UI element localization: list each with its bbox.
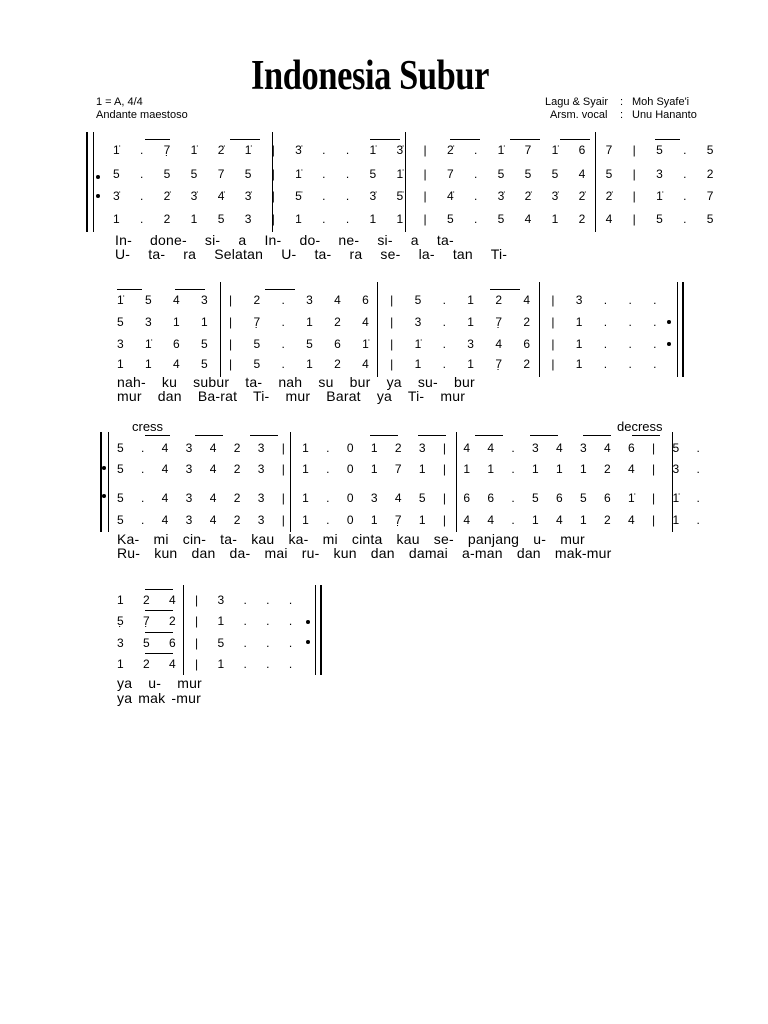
credit-colon: : <box>620 109 624 121</box>
notation-row-alto: 5̣ 7̣ 2 | 1 . . . <box>117 614 293 628</box>
repeat-dot <box>306 640 310 644</box>
start-barline <box>93 132 94 232</box>
credit-value-arranger: Unu Hananto <box>632 109 697 121</box>
repeat-dot <box>96 175 100 179</box>
beam <box>250 435 278 436</box>
start-barline <box>108 432 109 532</box>
start-barline <box>100 432 102 532</box>
end-barline <box>315 585 316 675</box>
notation-row-tenor: 3̇ . 2̇ 3̇ 4̇ 3̇ | 5̇ . . 3̇ 5̇ | 4̇ . 3̇ 2̇ 3̇ 2̇ 2̇ | 1̇ . 7 <box>113 189 714 203</box>
beam <box>265 289 295 290</box>
repeat-dot <box>102 466 106 470</box>
lyrics-verse-1: nah- ku subur ta- nah su bur ya su- bur <box>117 374 475 390</box>
beam <box>418 435 446 436</box>
notation-row-alto: 5 3 1 1 | 7̣ . 1 2 4 | 3 . 1 7̣ 2 | 1 . . . <box>117 315 657 329</box>
song-title: Indonesia Subur <box>251 53 489 99</box>
beam <box>583 435 611 436</box>
notation-row-bass: 1 1 4 5 | 5 . 1 2 4 | 1 . 1 7̣ 2 | 1 . . . <box>117 357 657 371</box>
lyrics-verse-1: In- done- si- a In- do- ne- si- a ta- <box>115 232 454 248</box>
beam <box>145 435 170 436</box>
notation-row-tenor: 3 5 6 | 5 . . . <box>117 636 293 650</box>
lyrics-verse-2: Ru- kun dan da- mai ru- kun dan damai a-man dan mak-mur <box>117 545 612 561</box>
notation-row-bass: 1 2 4 | 1 . . . <box>117 657 293 671</box>
end-barline <box>320 585 322 675</box>
notation-row-soprano: 5 . 4 3 4 2 3 | 1 . 0 1 2 3 | 4 4 . 3 4 3 4 6 | 5 . <box>117 441 700 455</box>
beam <box>370 139 400 140</box>
beam <box>560 139 590 140</box>
notation-row-bass: 5 . 4 3 4 2 3 | 1 . 0 1 7̣ 1 | 4 4 . 1 4 1 2 4 | 1 . <box>117 513 700 527</box>
beam <box>145 589 173 590</box>
repeat-dot <box>667 342 671 346</box>
beam <box>490 289 520 290</box>
beam <box>530 435 558 436</box>
credit-value-composer: Moh Syafe'i <box>632 96 690 108</box>
beam <box>145 139 170 140</box>
beam <box>655 139 680 140</box>
beam <box>145 632 173 633</box>
lyrics-verse-2: U- ta- ra Selatan U- ta- ra se- la- tan Ti- <box>115 246 508 262</box>
dynamic-decrescendo: decress <box>617 419 663 434</box>
beam <box>145 653 173 654</box>
repeat-dot <box>667 320 671 324</box>
repeat-dot <box>96 194 100 198</box>
notation-row-bass: 1 . 2 1 5 3 | 1 . . 1 1 | 5 . 5 4 1 2 4 | 5 . 5 <box>113 212 714 226</box>
beam <box>117 289 142 290</box>
credit-label-composer: Lagu & Syair <box>545 96 608 108</box>
lyrics-verse-2: mur dan Ba-rat Ti- mur Barat ya Ti- mur <box>117 388 466 404</box>
credit-label-arranger: Arsm. vocal <box>550 109 608 121</box>
beam <box>145 610 173 611</box>
credit-colon: : <box>620 96 624 108</box>
key-signature: 1 = A, 4/4 <box>96 96 143 108</box>
notation-row-alto: 5 . 4 3 4 2 3 | 1 . 0 1 7 1 | 1 1 . 1 1 1 2 4 | 3 . <box>117 462 700 476</box>
repeat-dot <box>102 494 106 498</box>
notation-row-alto: 5 . 5 5 7 5 | 1̇ . . 5 1̇ | 7 . 5 5 5 4 5 | 3 . 2 <box>113 167 714 181</box>
beam <box>370 435 398 436</box>
beam <box>510 139 540 140</box>
notation-row-tenor: 3 1̇ 6 5 | 5 . 5 6 1̇ | 1̇ . 3 4 6 | 1 . . . <box>117 337 657 351</box>
beam <box>475 435 503 436</box>
dynamic-crescendo: cress <box>132 419 164 434</box>
start-barline <box>86 132 88 232</box>
beam <box>450 139 480 140</box>
tempo-marking: Andante maestoso <box>96 109 188 121</box>
beam <box>632 435 660 436</box>
end-barline <box>677 282 678 377</box>
beam <box>195 435 223 436</box>
beam <box>175 289 205 290</box>
lyrics-verse-1: Ka- mi cin- ta- kau ka- mi cinta kau se- panjang u- mur <box>117 531 585 547</box>
notation-row-tenor: 5 . 4 3 4 2 3 | 1 . 0 3 4 5 | 6 6 . 5 6 5 6 1̇ | 1̇ . <box>117 491 700 505</box>
notation-row-soprano: 1̇ 5 4 3 | 2 . 3 4 6 | 5 . 1 2 4 | 3 . . . <box>117 293 657 307</box>
lyrics-verse-2: ya mak -mur <box>117 690 201 706</box>
beam <box>230 139 260 140</box>
end-barline <box>682 282 684 377</box>
notation-row-soprano: 1 2 4 | 3 . . . <box>117 593 293 607</box>
repeat-dot <box>306 620 310 624</box>
lyrics-verse-1: ya u- mur <box>117 675 202 691</box>
notation-row-soprano: 1̇ . 7̣ 1̇ 2̇ 1̇ | 3̇ . . 1̇ 3̇ | 2̇ . 1̇ 7 1̇ 6 7 | 5 . 5 <box>113 143 714 157</box>
